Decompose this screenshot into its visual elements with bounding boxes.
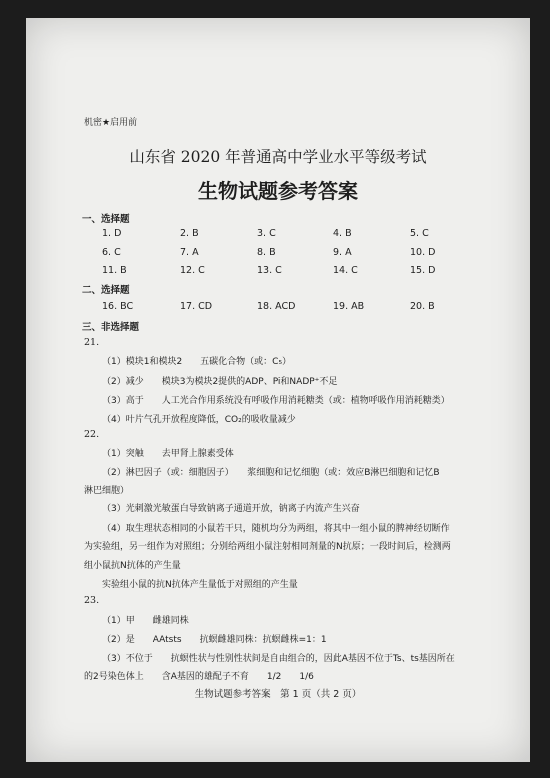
q21-answer-1: （1）模块1和模块2 五碳化合物（或：C₅） (102, 357, 292, 367)
section-1-label: 一、选择题 (82, 214, 130, 225)
section-3-label: 三、非选择题 (82, 322, 140, 333)
answer-item: 10. D (410, 247, 436, 258)
answer-item: 12. C (180, 265, 205, 276)
answer-item: 15. D (410, 265, 436, 276)
q21-answer-4: （4）叶片气孔开放程度降低，CO₂的吸收量减少 (102, 415, 296, 425)
page-footer: 生物试题参考答案 第 1 页（共 2 页） (194, 689, 362, 700)
answer-item: 6. C (102, 247, 121, 258)
question-22-number: 22. (84, 429, 100, 440)
answer-item: 3. C (257, 228, 276, 239)
answer-item: 19. AB (333, 301, 365, 312)
q22-answer-2: （2）淋巴因子（或：细胞因子） 浆细胞和记忆细胞（或：效应B淋巴细胞和记忆B (102, 468, 440, 478)
answer-item: 11. B (102, 265, 127, 276)
q23-answer-1: （1）甲 雌雄同株 (102, 616, 189, 626)
answer-item: 5. C (410, 228, 429, 239)
answer-item: 20. B (410, 301, 435, 312)
q21-answer-2: （2）减少 模块3为模块2提供的ADP、Pi和NADP⁺不足 (102, 377, 338, 387)
q23-answer-2: （2）是 AAtsts 抗螟雌雄同株：抗螟雌株=1：1 (102, 635, 327, 645)
answer-item: 1. D (102, 228, 122, 239)
answer-item: 13. C (257, 265, 282, 276)
answer-item: 2. B (180, 228, 199, 239)
q22-answer-1: （1）突触 去甲肾上腺素受体 (102, 449, 234, 459)
answer-item: 4. B (333, 228, 352, 239)
answer-item: 9. A (333, 247, 352, 258)
question-23-number: 23. (84, 595, 100, 606)
q21-answer-3: （3）高于 人工光合作用系统没有呼吸作用消耗糖类（或：植物呼吸作用消耗糖类） (102, 396, 450, 406)
q23-answer-3-continued: 的2号染色体上 含A基因的雄配子不育 1/2 1/6 (84, 672, 314, 682)
q22-answer-4: （4）取生理状态相同的小鼠若干只，随机均分为两组，将其中一组小鼠的脾神经切断作 (102, 524, 450, 534)
section-2-label: 二、选择题 (82, 285, 130, 296)
answer-sheet-page (26, 18, 530, 762)
q22-answer-4-continued-2: 组小鼠抗N抗体的产生量 (84, 561, 181, 571)
q22-answer-4-continued: 为实验组，另一组作为对照组；分别给两组小鼠注射相同剂量的N抗原；一段时间后，检测两 (84, 542, 451, 552)
q22-answer-2-continued: 淋巴细胞） (84, 486, 130, 496)
confidential-label: 机密★启用前 (84, 118, 138, 128)
exam-title: 山东省 2020 年普通高中学业水平等级考试 (129, 148, 427, 166)
answer-item: 14. C (333, 265, 358, 276)
answer-item: 17. CD (180, 301, 213, 312)
answer-item: 16. BC (102, 301, 134, 312)
answer-item: 7. A (180, 247, 199, 258)
document-subtitle: 生物试题参考答案 (198, 179, 358, 203)
q22-answer-5: 实验组小鼠的抗N抗体产生量低于对照组的产生量 (102, 580, 298, 590)
q23-answer-3: （3）不位于 抗螟性状与性别性状间是自由组合的，因此A基因不位于Ts、ts基因所在 (102, 654, 455, 664)
question-21-number: 21. (84, 337, 100, 348)
q22-answer-3: （3）光刺激光敏蛋白导致钠离子通道开放，钠离子内流产生兴奋 (102, 504, 360, 514)
answer-item: 8. B (257, 247, 276, 258)
answer-item: 18. ACD (257, 301, 296, 312)
